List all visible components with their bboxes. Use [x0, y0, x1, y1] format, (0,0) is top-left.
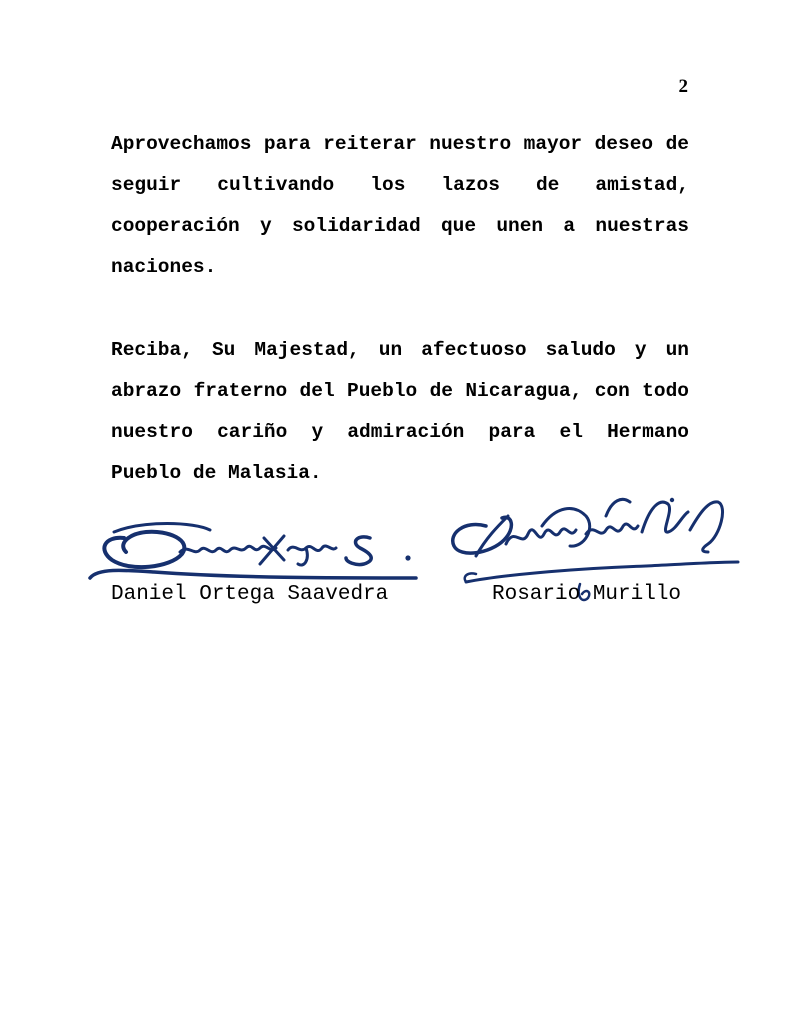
signature-ortega-image [84, 508, 424, 588]
signatory-name-ortega: Daniel Ortega Saavedra [111, 583, 389, 606]
page-number: 2 [678, 76, 688, 97]
closing-paragraph-1: Aprovechamos para reiterar nuestro mayor deseo de seguir cultivando los lazos de amistad, cooperación y solidaridad que unen a nuestras naciones. [111, 133, 689, 278]
closing-paragraph-2: Reciba, Su Majestad, un afectuoso saludo y un abrazo fraterno del Pueblo de Nicaragua, con todo nuestro cariño y admiración para el Hermano Pueblo de Malasia. [111, 339, 689, 484]
signatory-name-murillo: Rosario Murillo [492, 583, 682, 606]
